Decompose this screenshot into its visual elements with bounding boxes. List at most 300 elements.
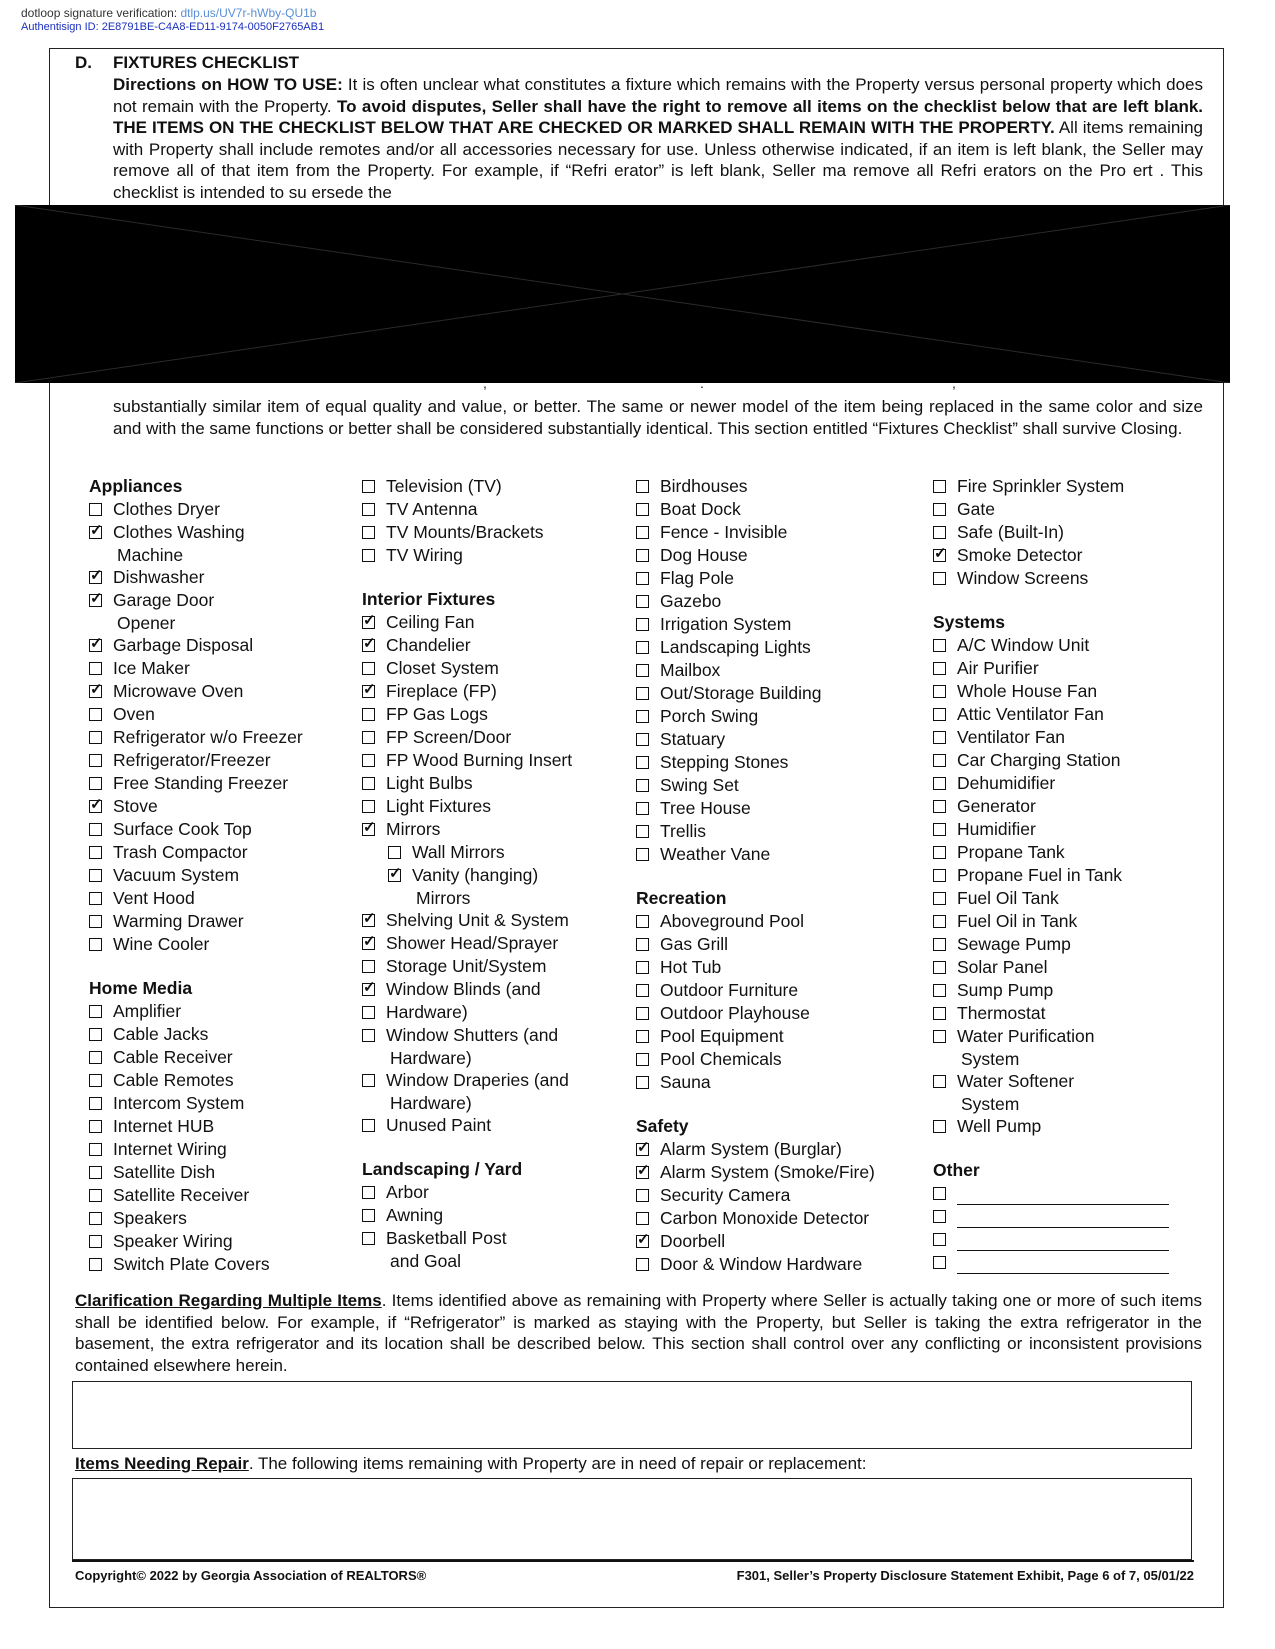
checklist-item-label: Water Softener [957, 1071, 1075, 1091]
checklist-item-tv-mounts-brackets[interactable] [362, 521, 572, 544]
checklist-item-trellis[interactable] [636, 820, 875, 843]
checklist-item-fireplace-fp[interactable] [362, 680, 572, 703]
checkbox[interactable] [362, 708, 375, 721]
checked-checkbox[interactable] [89, 685, 102, 698]
checkbox[interactable] [636, 984, 649, 997]
checkbox[interactable] [636, 1189, 649, 1202]
checkbox[interactable] [933, 846, 946, 859]
checklist-item-microwave-oven[interactable] [89, 680, 303, 703]
checked-checkbox[interactable] [362, 823, 375, 836]
checklist-item-label: Flag Pole [660, 568, 734, 588]
checklist-item-wine-cooler[interactable] [89, 933, 303, 956]
checklist-item-satellite-receiver[interactable] [89, 1184, 303, 1207]
checklist-item-basketball-post[interactable] [362, 1227, 572, 1250]
checklist-item-label: Cable Remotes [113, 1070, 234, 1090]
checklist-item-boat-dock[interactable] [636, 498, 875, 521]
category-heading-safety: Safety [636, 1116, 689, 1136]
checkbox[interactable] [933, 526, 946, 539]
checklist-item-fuel-oil-in-tank[interactable] [933, 910, 1169, 933]
checkbox[interactable] [636, 825, 649, 838]
checkbox[interactable] [89, 1258, 102, 1271]
checklist-item-pool-equipment[interactable] [636, 1025, 875, 1048]
checked-checkbox[interactable] [933, 549, 946, 562]
checklist-item-irrigation-system[interactable] [636, 613, 875, 636]
checkbox[interactable] [89, 1189, 102, 1202]
checklist-item-dehumidifier[interactable] [933, 772, 1169, 795]
checklist-item-vent-hood[interactable] [89, 887, 303, 910]
checklist-item-weather-vane[interactable] [636, 843, 875, 866]
checkbox[interactable] [89, 1143, 102, 1156]
checklist-item-gas-grill[interactable] [636, 933, 875, 956]
checklist-item-label: Ice Maker [113, 658, 190, 678]
checklist-item-clothes-washing[interactable] [89, 521, 303, 544]
checkbox[interactable] [89, 1074, 102, 1087]
checklist-item-car-charging-station[interactable] [933, 749, 1169, 772]
checklist-item-label: Pool Chemicals [660, 1049, 782, 1069]
checkbox[interactable] [362, 1074, 375, 1087]
other-item-blank[interactable] [933, 1251, 1169, 1274]
checked-checkbox[interactable] [362, 616, 375, 629]
checked-checkbox[interactable] [362, 983, 375, 996]
checklist-item-vacuum-system[interactable] [89, 864, 303, 887]
checklist-item-trash-compactor[interactable] [89, 841, 303, 864]
checklist-item-label: Garbage Disposal [113, 635, 254, 655]
checklist-item-window-blinds-and[interactable] [362, 978, 572, 1001]
checklist-item-well-pump[interactable] [933, 1115, 1169, 1138]
checkbox[interactable] [636, 1258, 649, 1271]
stray-mark: , [952, 375, 956, 391]
checklist-item-generator[interactable] [933, 795, 1169, 818]
checked-checkbox[interactable] [89, 571, 102, 584]
checklist-item-ventilator-fan[interactable] [933, 726, 1169, 749]
checklist-item-fp-wood-burning-insert[interactable] [362, 749, 572, 772]
checkbox[interactable] [362, 731, 375, 744]
checklist-item-door-window-hardware[interactable] [636, 1253, 875, 1276]
checklist-item-storage-unit-system[interactable] [362, 955, 572, 978]
checklist-item-garage-door[interactable] [89, 589, 303, 612]
checklist-item-label: Aboveground Pool [660, 911, 804, 931]
checklist-item-sauna[interactable] [636, 1071, 875, 1094]
checkbox[interactable] [636, 664, 649, 677]
checklist-item-porch-swing[interactable] [636, 705, 875, 728]
checkbox[interactable] [933, 1256, 946, 1269]
checkbox[interactable] [636, 1030, 649, 1043]
checklist-item-outdoor-furniture[interactable] [636, 979, 875, 1002]
checklist-item-mirrors[interactable] [362, 818, 572, 841]
checklist-item-refrigerator-freezer[interactable] [89, 749, 303, 772]
checklist-item-label: Free Standing Freezer [113, 773, 289, 793]
checklist-item-fp-screen-door[interactable] [362, 726, 572, 749]
checklist-item-security-camera[interactable] [636, 1184, 875, 1207]
checklist-item-label: TV Mounts/Brackets [386, 522, 544, 542]
other-item-input[interactable] [957, 1211, 1169, 1228]
checklist-item-label: TV Wiring [386, 545, 463, 565]
checkbox[interactable] [933, 685, 946, 698]
checklist-item-cable-receiver[interactable] [89, 1046, 303, 1069]
checkbox[interactable] [636, 1212, 649, 1225]
checkbox[interactable] [933, 639, 946, 652]
checklist-item-birdhouses[interactable] [636, 475, 875, 498]
checklist-column-3 [636, 475, 875, 1276]
checklist-item-vanity-hanging[interactable] [362, 864, 572, 887]
checklist-item-satellite-dish[interactable] [89, 1161, 303, 1184]
checkbox[interactable] [636, 733, 649, 746]
category-heading-other: Other [933, 1160, 980, 1180]
checklist-item-speaker-wiring[interactable] [89, 1230, 303, 1253]
checklist-item-air-purifier[interactable] [933, 657, 1169, 680]
checklist-item-fp-gas-logs[interactable] [362, 703, 572, 726]
section-letter: D. [75, 53, 92, 72]
checklist-item-shower-head-sprayer[interactable] [362, 932, 572, 955]
checkbox[interactable] [362, 960, 375, 973]
checkbox[interactable] [933, 1075, 946, 1088]
checked-checkbox[interactable] [362, 639, 375, 652]
checkbox[interactable] [636, 1007, 649, 1020]
checklist-item-speakers[interactable] [89, 1207, 303, 1230]
checklist-item-label: Out/Storage Building [660, 683, 822, 703]
checklist-item-gazebo[interactable] [636, 590, 875, 613]
checklist-item-humidifier[interactable] [933, 818, 1169, 841]
checklist-item-continuation: System [961, 1049, 1020, 1069]
checklist-item-hot-tub[interactable] [636, 956, 875, 979]
checklist-item-amplifier[interactable] [89, 1000, 303, 1023]
checklist-item-hardware[interactable] [362, 1001, 572, 1024]
checkbox[interactable] [933, 1007, 946, 1020]
checkbox[interactable] [362, 1209, 375, 1222]
checkbox[interactable] [89, 731, 102, 744]
checklist-item-tree-house[interactable] [636, 797, 875, 820]
checklist-item-label: Humidifier [957, 819, 1036, 839]
checklist-item-fire-sprinkler-system[interactable] [933, 475, 1169, 498]
checked-checkbox[interactable] [636, 1235, 649, 1248]
checkbox[interactable] [636, 595, 649, 608]
checkbox[interactable] [933, 938, 946, 951]
category-heading-landscaping-yard: Landscaping / Yard [362, 1159, 523, 1179]
checklist-item-label: Clothes Washing [113, 522, 245, 542]
checklist-item-arbor[interactable] [362, 1181, 572, 1204]
checklist-item-propane-fuel-in-tank[interactable] [933, 864, 1169, 887]
checklist-item-fuel-oil-tank[interactable] [933, 887, 1169, 910]
checklist-item-light-bulbs[interactable] [362, 772, 572, 795]
checklist-item-label: Trash Compactor [113, 842, 248, 862]
checklist-item-label: FP Wood Burning Insert [386, 750, 573, 770]
checklist-item-gate[interactable] [933, 498, 1169, 521]
checked-checkbox[interactable] [89, 800, 102, 813]
checklist-item-landscaping-lights[interactable] [636, 636, 875, 659]
checklist-item-free-standing-freezer[interactable] [89, 772, 303, 795]
checkbox[interactable] [89, 846, 102, 859]
checkbox[interactable] [933, 503, 946, 516]
checklist-item-internet-wiring[interactable] [89, 1138, 303, 1161]
checkbox[interactable] [933, 961, 946, 974]
checked-checkbox[interactable] [362, 914, 375, 927]
checkbox[interactable] [636, 526, 649, 539]
checkbox[interactable] [933, 823, 946, 836]
checklist-item-solar-panel[interactable] [933, 956, 1169, 979]
checklist-item-label: Gas Grill [660, 934, 729, 954]
spacer [636, 1094, 875, 1115]
checked-checkbox[interactable] [636, 1166, 649, 1179]
checkbox[interactable] [362, 777, 375, 790]
checkbox[interactable] [362, 1029, 375, 1042]
checkbox[interactable] [933, 708, 946, 721]
checklist-item-closet-system[interactable] [362, 657, 572, 680]
checkbox[interactable] [89, 1005, 102, 1018]
checkbox[interactable] [636, 480, 649, 493]
checklist-item-clothes-dryer[interactable] [89, 498, 303, 521]
checkbox[interactable] [933, 1187, 946, 1200]
checklist-item-cable-remotes[interactable] [89, 1069, 303, 1092]
checklist-item-dishwasher[interactable] [89, 566, 303, 589]
checkbox[interactable] [89, 503, 102, 516]
checklist-item-label: Outdoor Playhouse [660, 1003, 810, 1023]
checkbox[interactable] [933, 915, 946, 928]
checkbox[interactable] [89, 662, 102, 675]
checklist-item-a-c-window-unit[interactable] [933, 634, 1169, 657]
checkbox[interactable] [636, 687, 649, 700]
checkbox[interactable] [89, 1235, 102, 1248]
checklist-item-water-softener[interactable] [933, 1070, 1169, 1093]
signature-verification: dotloop signature verification: dtlp.us/UV7r-hWby-QU1b [21, 6, 317, 20]
checkbox[interactable] [89, 1120, 102, 1133]
checkbox[interactable] [89, 869, 102, 882]
checked-checkbox[interactable] [362, 685, 375, 698]
checklist-item-label: Propane Tank [957, 842, 1065, 862]
checklist-item-window-screens[interactable] [933, 567, 1169, 590]
checkbox[interactable] [362, 549, 375, 562]
other-item-input[interactable] [957, 1188, 1169, 1205]
checklist-item-label: Pool Equipment [660, 1026, 784, 1046]
checklist-item-fence-invisible[interactable] [636, 521, 875, 544]
checked-checkbox[interactable] [362, 937, 375, 950]
checkbox[interactable] [89, 1212, 102, 1225]
checklist-item-label: Satellite Dish [113, 1162, 216, 1182]
checklist-item-tv-wiring[interactable] [362, 544, 572, 567]
checkbox[interactable] [933, 754, 946, 767]
spacer [636, 866, 875, 887]
checkbox[interactable] [636, 961, 649, 974]
checklist-item-label: Statuary [660, 729, 726, 749]
checklist-item-label: Light Fixtures [386, 796, 492, 816]
checklist-item-label: Boat Dock [660, 499, 741, 519]
checkbox[interactable] [636, 802, 649, 815]
checklist-item-warming-drawer[interactable] [89, 910, 303, 933]
checklist-item-stove[interactable] [89, 795, 303, 818]
checklist-item-label: Internet HUB [113, 1116, 215, 1136]
checklist-item-label: Arbor [386, 1182, 429, 1202]
checklist-item-chandelier[interactable] [362, 634, 572, 657]
checkbox[interactable] [636, 756, 649, 769]
checklist-item-thermostat[interactable] [933, 1002, 1169, 1025]
clarification-textbox[interactable] [72, 1381, 1192, 1449]
checklist-item-label: Gate [957, 499, 995, 519]
checklist-item-wall-mirrors[interactable] [362, 841, 572, 864]
checkbox[interactable] [636, 618, 649, 631]
checklist-item-label: Surface Cook Top [113, 819, 252, 839]
checklist-item-ice-maker[interactable] [89, 657, 303, 680]
checklist-item-stepping-stones[interactable] [636, 751, 875, 774]
other-item-input[interactable] [957, 1257, 1169, 1274]
checkbox[interactable] [933, 892, 946, 905]
checklist-item-swing-set[interactable] [636, 774, 875, 797]
checklist-item-label: Attic Ventilator Fan [957, 704, 1104, 724]
repair-textbox[interactable] [72, 1478, 1192, 1560]
checklist-item-continuation: Opener [117, 613, 176, 633]
checkbox[interactable] [89, 938, 102, 951]
checklist-item-television-tv[interactable] [362, 475, 572, 498]
checklist-item-tv-antenna[interactable] [362, 498, 572, 521]
checkbox[interactable] [933, 480, 946, 493]
checklist-item-label: Television (TV) [386, 476, 502, 496]
checklist-item-safe-built-in[interactable] [933, 521, 1169, 544]
checklist-item-flag-pole[interactable] [636, 567, 875, 590]
checkbox[interactable] [362, 503, 375, 516]
checklist-item-window-draperies-and[interactable] [362, 1069, 572, 1092]
checklist-item-label: Security Camera [660, 1185, 791, 1205]
checklist-item-label: Switch Plate Covers [113, 1254, 270, 1274]
checked-checkbox[interactable] [89, 526, 102, 539]
checkbox[interactable] [636, 549, 649, 562]
checked-checkbox[interactable] [89, 639, 102, 652]
checklist-item-label: Shelving Unit & System [386, 910, 569, 930]
checkbox[interactable] [636, 1053, 649, 1066]
checkbox[interactable] [636, 710, 649, 723]
checkbox[interactable] [933, 1120, 946, 1133]
checkbox[interactable] [933, 731, 946, 744]
checklist-item-label: Trellis [660, 821, 707, 841]
other-item-blank[interactable] [933, 1182, 1169, 1205]
checklist-item-cable-jacks[interactable] [89, 1023, 303, 1046]
checklist-item-aboveground-pool[interactable] [636, 910, 875, 933]
checklist-item-label: Sauna [660, 1072, 711, 1092]
checkbox[interactable] [89, 1097, 102, 1110]
checklist-item-label: Storage Unit/System [386, 956, 547, 976]
checkbox[interactable] [636, 1076, 649, 1089]
other-item-input[interactable] [957, 1234, 1169, 1251]
checklist-item-outdoor-playhouse[interactable] [636, 1002, 875, 1025]
checkbox[interactable] [89, 754, 102, 767]
checkbox[interactable] [933, 1210, 946, 1223]
checklist-item-alarm-system-burglar[interactable] [636, 1138, 875, 1161]
checkbox[interactable] [636, 641, 649, 654]
checklist-item-garbage-disposal[interactable] [89, 634, 303, 657]
checkbox[interactable] [933, 869, 946, 882]
checklist-item-dog-house[interactable] [636, 544, 875, 567]
checklist-item-out-storage-building[interactable] [636, 682, 875, 705]
checklist-item-label: Thermostat [957, 1003, 1046, 1023]
checklist-item-window-shutters-and[interactable] [362, 1024, 572, 1047]
authentisign-id: Authentisign ID: 2E8791BE-C4A8-ED11-9174-0050F2765AB1 [21, 21, 325, 33]
other-item-blank[interactable] [933, 1228, 1169, 1251]
checklist-item-internet-hub[interactable] [89, 1115, 303, 1138]
checklist-column-1 [89, 475, 303, 1276]
checklist-item-alarm-system-smoke-fire[interactable] [636, 1161, 875, 1184]
checklist-item-label: Intercom System [113, 1093, 245, 1113]
checkbox[interactable] [89, 1166, 102, 1179]
checklist-item-refrigerator-w-o-freezer[interactable] [89, 726, 303, 749]
checkbox[interactable] [933, 777, 946, 790]
checklist-item-smoke-detector[interactable] [933, 544, 1169, 567]
checklist-item-pool-chemicals[interactable] [636, 1048, 875, 1071]
checkbox[interactable] [388, 846, 401, 859]
checklist-item-whole-house-fan[interactable] [933, 680, 1169, 703]
checklist-item-sewage-pump[interactable] [933, 933, 1169, 956]
checkbox[interactable] [636, 503, 649, 516]
verification-link[interactable]: dtlp.us/UV7r-hWby-QU1b [180, 6, 317, 20]
checklist-item-intercom-system[interactable] [89, 1092, 303, 1115]
checkbox[interactable] [362, 526, 375, 539]
checkbox[interactable] [89, 1051, 102, 1064]
checklist-item-light-fixtures[interactable] [362, 795, 572, 818]
checked-checkbox[interactable] [636, 1143, 649, 1156]
checkbox[interactable] [933, 662, 946, 675]
checklist-item-switch-plate-covers[interactable] [89, 1253, 303, 1276]
checkbox[interactable] [89, 1028, 102, 1041]
checkbox[interactable] [362, 1006, 375, 1019]
checklist-item-propane-tank[interactable] [933, 841, 1169, 864]
checklist-item-label: Landscaping Lights [660, 637, 811, 657]
checklist-item-continuation: and Goal [390, 1251, 462, 1271]
checkbox[interactable] [636, 779, 649, 792]
checklist-item-carbon-monoxide-detector[interactable] [636, 1207, 875, 1230]
checkbox[interactable] [636, 572, 649, 585]
checkbox[interactable] [362, 1186, 375, 1199]
checkbox[interactable] [362, 1232, 375, 1245]
checklist-item-statuary[interactable] [636, 728, 875, 751]
checkbox[interactable] [636, 938, 649, 951]
checklist-item-mailbox[interactable] [636, 659, 875, 682]
checkbox[interactable] [362, 1119, 375, 1132]
checkbox[interactable] [89, 892, 102, 905]
checkbox[interactable] [89, 915, 102, 928]
checkbox[interactable] [933, 1233, 946, 1246]
checkbox[interactable] [362, 800, 375, 813]
checkbox[interactable] [362, 662, 375, 675]
checkbox[interactable] [362, 754, 375, 767]
checklist-item-shelving-unit-system[interactable] [362, 909, 572, 932]
checklist-item-label: Safe (Built-In) [957, 522, 1064, 542]
checklist-item-label: Sewage Pump [957, 934, 1071, 954]
checklist-item-sump-pump[interactable] [933, 979, 1169, 1002]
checkbox[interactable] [933, 1030, 946, 1043]
checkbox[interactable] [89, 708, 102, 721]
checklist-item-label: Fireplace (FP) [386, 681, 497, 701]
checklist-item-ceiling-fan[interactable] [362, 611, 572, 634]
checkbox[interactable] [89, 823, 102, 836]
checklist-item-awning[interactable] [362, 1204, 572, 1227]
checklist-item-attic-ventilator-fan[interactable] [933, 703, 1169, 726]
category-heading-recreation: Recreation [636, 888, 727, 908]
checked-checkbox[interactable] [388, 869, 401, 882]
other-item-blank[interactable] [933, 1205, 1169, 1228]
checkbox[interactable] [89, 777, 102, 790]
footer-rule [72, 1560, 1194, 1562]
checked-checkbox[interactable] [89, 594, 102, 607]
checkbox[interactable] [362, 480, 375, 493]
checklist-item-oven[interactable] [89, 703, 303, 726]
checkbox[interactable] [933, 800, 946, 813]
checkbox[interactable] [636, 848, 649, 861]
checklist-item-water-purification[interactable] [933, 1025, 1169, 1048]
checklist-item-doorbell[interactable] [636, 1230, 875, 1253]
checklist-item-label: FP Screen/Door [386, 727, 512, 747]
checklist-item-surface-cook-top[interactable] [89, 818, 303, 841]
footer-copyright: Copyright© 2022 by Georgia Association of REALTORS® [75, 1568, 427, 1583]
checklist-item-unused-paint[interactable] [362, 1114, 572, 1137]
checkbox[interactable] [933, 572, 946, 585]
checkbox[interactable] [636, 915, 649, 928]
checkbox[interactable] [933, 984, 946, 997]
